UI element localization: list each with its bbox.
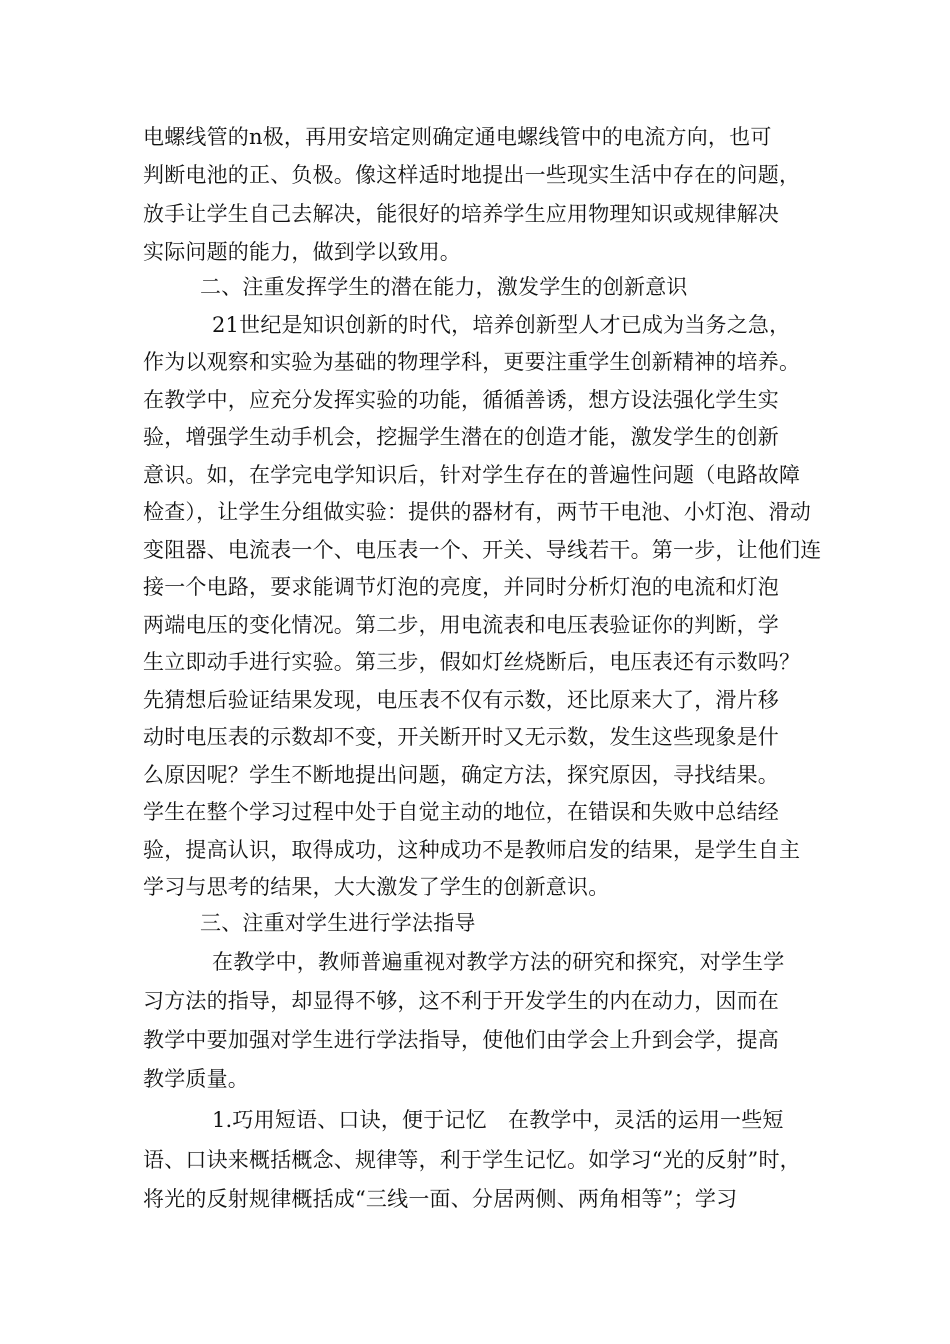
paragraph-line: 检查），让学生分组做实验：提供的器材有，两节干电池、小灯泡、滑动 — [143, 500, 811, 524]
paragraph-line: 学习与思考的结果，大大激发了学生的创新意识。 — [143, 875, 610, 899]
paragraph-line: 么原因呢？学生不断地提出问题，确定方法，探究原因，寻找结果。 — [143, 763, 779, 787]
section-heading: 二、注重发挥学生的潜在能力，激发学生的创新意识 — [200, 275, 688, 299]
paragraph-line: 判断电池的正、负极。像这样适时地提出一些现实生活中存在的问题， — [143, 163, 801, 187]
paragraph-line: 作为以观察和实验为基础的物理学科，更要注重学生创新精神的培养。 — [143, 350, 801, 374]
paragraph-line: 教学中要加强对学生进行学法指导，使他们由学会上升到会学，提高 — [143, 1028, 779, 1052]
paragraph-line: 验，提高认识，取得成功，这种成功不是教师启发的结果，是学生自主 — [143, 838, 801, 862]
paragraph-line: 学生在整个学习过程中处于自觉主动的地位，在错误和失败中总结经 — [143, 800, 779, 824]
paragraph-line: 验，增强学生动手机会，挖掘学生潜在的创造才能，激发学生的创新 — [143, 425, 779, 449]
section-heading: 三、注重对学生进行学法指导 — [200, 911, 476, 935]
paragraph-line: 在教学中，应充分发挥实验的功能，循循善诱，想方设法强化学生实 — [143, 388, 779, 412]
paragraph-line: 动时电压表的示数却不变，开关断开时又无示数，发生这些现象是什 — [143, 725, 779, 749]
paragraph-line: 生立即动手进行实验。第三步，假如灯丝烧断后，电压表还有示数吗？ — [143, 650, 801, 674]
paragraph-line: 先猜想后验证结果发现，电压表不仅有示数，还比原来大了，滑片移 — [143, 688, 779, 712]
paragraph-line: 两端电压的变化情况。第二步，用电流表和电压表验证你的判断，学 — [143, 613, 779, 637]
paragraph-line: 在教学中，教师普遍重视对教学方法的研究和探究，对学生学 — [212, 950, 785, 974]
paragraph-line: 接一个电路，要求能调节灯泡的亮度，并同时分析灯泡的电流和灯泡 — [143, 575, 779, 599]
paragraph-line: 变阻器、电流表一个、电压表一个、开关、导线若干。第一步，让他们连 — [143, 538, 822, 562]
paragraph-line: 将光的反射规律概括成“三线一面、分居两侧、两角相等”；学习 — [143, 1187, 738, 1211]
paragraph-line: 习方法的指导，却显得不够，这不利于开发学生的内在动力，因而在 — [143, 989, 779, 1013]
paragraph-line: 实际问题的能力，做到学以致用。 — [143, 240, 461, 264]
paragraph-line: 放手让学生自己去解决，能很好的培养学生应用物理知识或规律解决 — [143, 202, 779, 226]
paragraph-line: 21世纪是知识创新的时代，培养创新型人才已成为当务之急， — [212, 313, 791, 337]
paragraph-line: 语、口诀来概括概念、规律等，利于学生记忆。如学习“光的反射”时， — [143, 1148, 801, 1172]
paragraph-line: 1.巧用短语、口诀，便于记忆 在教学中，灵活的运用一些短 — [212, 1108, 784, 1132]
paragraph-line: 电螺线管的n极，再用安培定则确定通电螺线管中的电流方向，也可 — [143, 125, 772, 149]
paragraph-line: 教学质量。 — [143, 1067, 249, 1091]
paragraph-line: 意识。如，在学完电学知识后，针对学生存在的普遍性问题（电路故障 — [143, 463, 801, 487]
